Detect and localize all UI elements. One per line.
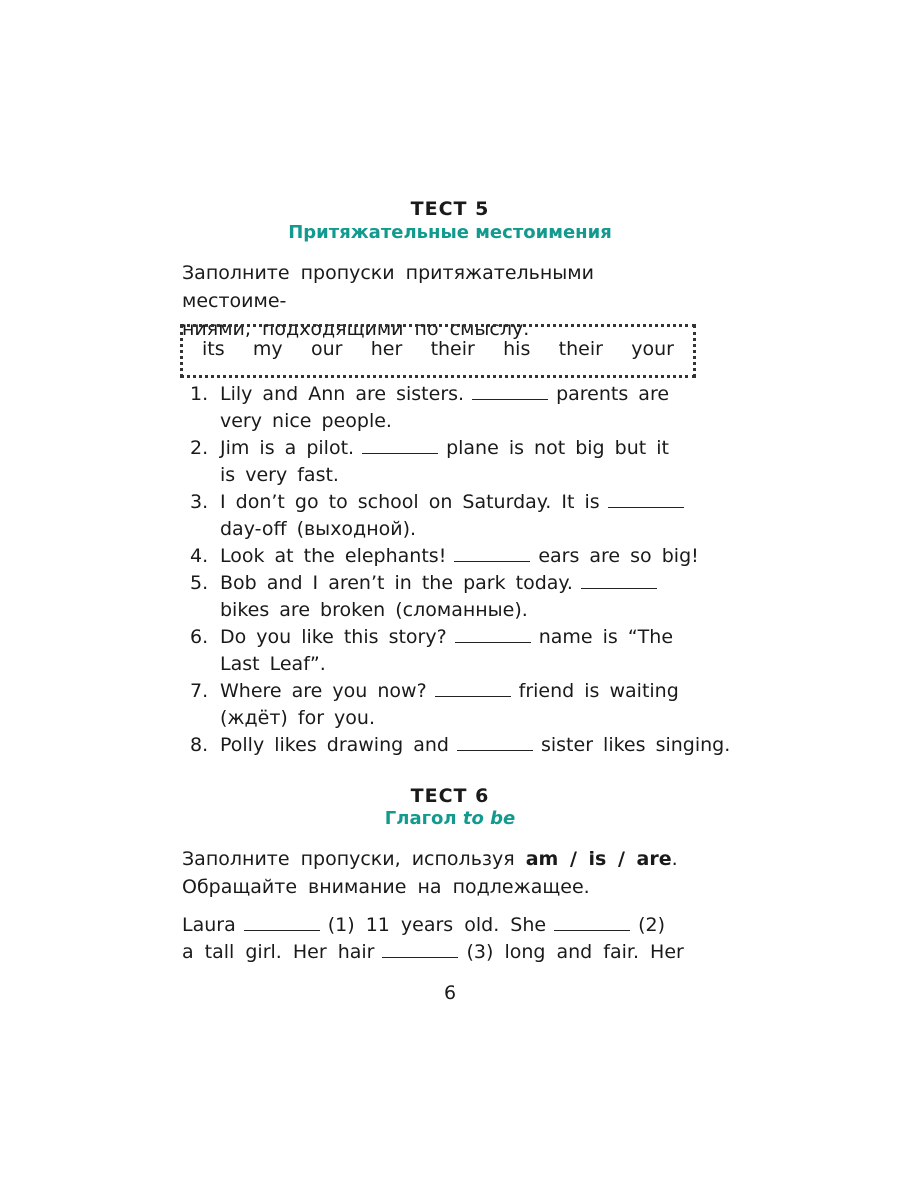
answer-blank[interactable]: [382, 956, 458, 958]
item-text: Where are you now?: [220, 680, 427, 702]
instruction-line-2: Обращайте внимание на подлежащее.: [182, 876, 590, 898]
text-segment: Laura: [182, 914, 236, 936]
instruction-text: Заполните пропуски, используя: [182, 848, 515, 870]
word-bank-item: his: [503, 338, 531, 360]
item-text: Last Leaf”.: [220, 653, 326, 675]
answer-blank[interactable]: [454, 560, 530, 562]
test5-subtitle: Притяжательные местоимения: [288, 222, 612, 243]
text-segment: (3) long and fair. Her: [466, 941, 684, 963]
item-text: (ждёт) for you.: [220, 707, 375, 729]
word-bank-item: her: [370, 338, 403, 360]
item-text: Lily and Ann are sisters.: [220, 383, 465, 405]
item-text: Jim is a pilot.: [220, 437, 355, 459]
item-text: plane is not big but it: [446, 437, 669, 459]
page-number: 6: [443, 982, 457, 1004]
answer-blank[interactable]: [581, 587, 657, 589]
item-number: 8.: [190, 734, 209, 756]
instruction-text: .: [671, 848, 678, 870]
subtitle-italic-text: to be: [462, 808, 516, 829]
item-text: name is “The: [538, 626, 674, 648]
instruction-line-1: Заполните пропуски притяжательными местоиме-: [182, 262, 594, 312]
item-number: 7.: [190, 680, 209, 702]
answer-blank[interactable]: [472, 398, 548, 400]
word-bank-item: our: [310, 338, 343, 360]
item-text: is very fast.: [220, 464, 339, 486]
item-text: Look at the elephants!: [220, 545, 447, 567]
subtitle-text: Глагол: [384, 808, 457, 829]
instruction-line-1: [182, 845, 702, 873]
word-bank-box: [180, 324, 696, 378]
fill-text-line-2: [182, 941, 684, 963]
test5-title: ТЕСТ 5: [410, 198, 490, 220]
test6-instruction: [182, 845, 702, 901]
item-text: Do you like this story?: [220, 626, 447, 648]
word-bank-item: their: [558, 338, 603, 360]
item-number: 3.: [190, 491, 209, 513]
item-number: 2.: [190, 437, 209, 459]
item-text: very nice people.: [220, 410, 392, 432]
answer-blank[interactable]: [457, 749, 533, 751]
instruction-line-2: ниями, подходящими по смыслу.: [182, 318, 530, 340]
word-bank-item: its: [202, 338, 225, 360]
item-text: I don’t go to school on Saturday. It is: [220, 491, 600, 513]
item-text: bikes are broken (сломанные).: [220, 599, 528, 621]
item-number: 1.: [190, 383, 209, 405]
item-text: day-off (выходной).: [220, 518, 417, 540]
item-text: sister likes singing.: [540, 734, 731, 756]
answer-blank[interactable]: [244, 929, 320, 931]
test6-title: ТЕСТ 6: [410, 785, 490, 807]
word-bank: [202, 338, 674, 360]
item-number: 5.: [190, 572, 209, 594]
answer-blank[interactable]: [362, 452, 438, 454]
item-text: Bob and I aren’t in the park today.: [220, 572, 573, 594]
instruction-bold-text: am / is / are: [525, 848, 672, 870]
answer-blank[interactable]: [554, 929, 630, 931]
answer-blank[interactable]: [435, 695, 511, 697]
test6-subtitle: [0, 808, 900, 829]
text-segment: (1) 11 years old. She: [327, 914, 547, 936]
item-text: Polly likes drawing and: [220, 734, 449, 756]
word-bank-item: their: [430, 338, 475, 360]
item-text: ears are so big!: [538, 545, 699, 567]
answer-blank[interactable]: [455, 641, 531, 643]
item-text: friend is waiting: [518, 680, 679, 702]
item-text: parents are: [556, 383, 670, 405]
text-segment: a tall girl. Her hair: [182, 941, 375, 963]
item-number: 4.: [190, 545, 209, 567]
text-segment: (2): [638, 914, 665, 936]
fill-text-line-1: [182, 914, 665, 936]
answer-blank[interactable]: [608, 506, 684, 508]
word-bank-item: your: [631, 338, 674, 360]
item-number: 6.: [190, 626, 209, 648]
word-bank-item: my: [252, 338, 283, 360]
